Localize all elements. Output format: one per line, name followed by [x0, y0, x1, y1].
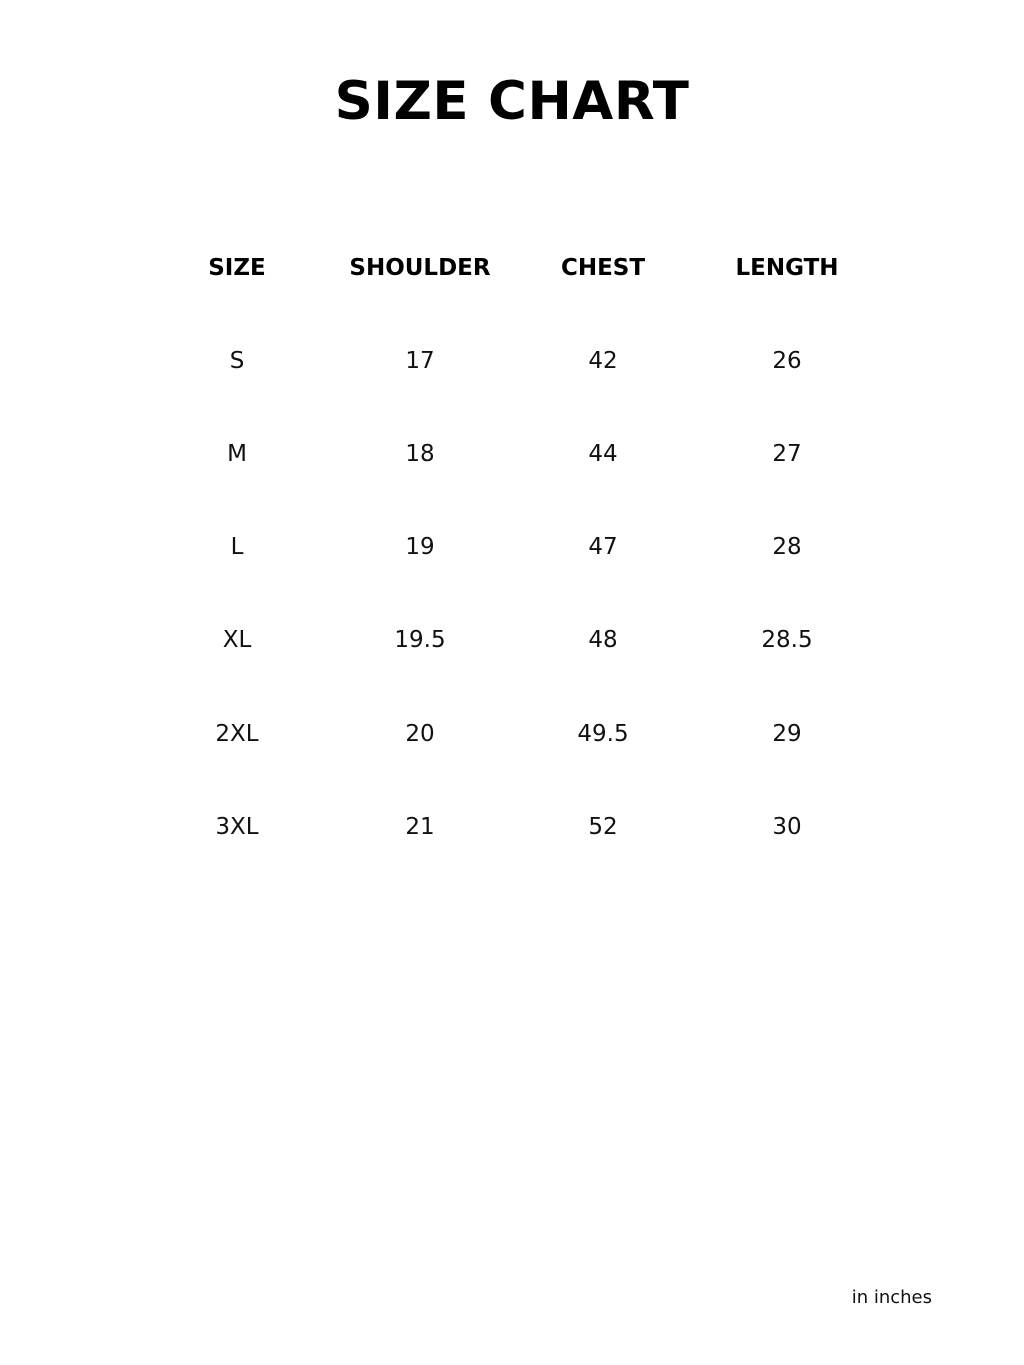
cell-chest: 49.5: [577, 721, 629, 747]
cell-chest: 47: [588, 534, 618, 560]
cell-size: L: [230, 534, 244, 560]
cell-length: 28.5: [761, 627, 813, 653]
table-row: [0, 807, 1024, 847]
page-title: SIZE CHART: [334, 71, 690, 132]
cell-size: 2XL: [215, 721, 259, 747]
cell-length: 26: [772, 348, 802, 374]
cell-size: XL: [222, 627, 252, 653]
cell-shoulder: 19.5: [394, 627, 446, 653]
cell-size: 3XL: [215, 814, 259, 840]
cell-shoulder: 20: [405, 721, 435, 747]
table-row: [0, 714, 1024, 754]
cell-shoulder: 18: [405, 441, 435, 467]
cell-chest: 52: [588, 814, 618, 840]
units-note: in inches: [851, 1287, 932, 1308]
table-row: [0, 434, 1024, 474]
cell-length: 27: [772, 441, 802, 467]
cell-length: 30: [772, 814, 802, 840]
cell-shoulder: 17: [405, 348, 435, 374]
table-row: [0, 527, 1024, 567]
table-row: [0, 620, 1024, 660]
table-header-row: [0, 248, 1024, 288]
cell-size: M: [227, 441, 247, 467]
cell-chest: 48: [588, 627, 618, 653]
cell-chest: 44: [588, 441, 618, 467]
cell-shoulder: 21: [405, 814, 435, 840]
table-row: [0, 341, 1024, 381]
cell-length: 28: [772, 534, 802, 560]
cell-shoulder: 19: [405, 534, 435, 560]
header-chest: CHEST: [560, 255, 646, 281]
header-length: LENGTH: [735, 255, 839, 281]
cell-size: S: [229, 348, 245, 374]
header-shoulder: SHOULDER: [349, 255, 491, 281]
cell-length: 29: [772, 721, 802, 747]
cell-chest: 42: [588, 348, 618, 374]
header-size: SIZE: [208, 255, 266, 281]
